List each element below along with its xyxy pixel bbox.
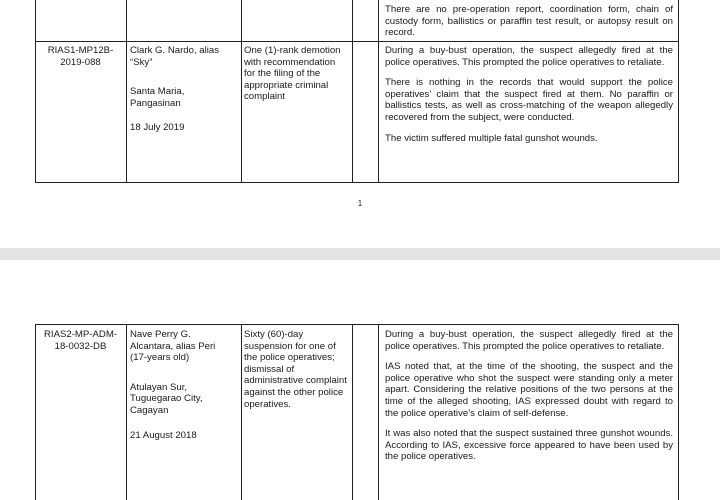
table-top-border (35, 324, 679, 325)
findings-paragraph: IAS noted that, at the time of the shooting, the suspect and the police operative who shot the suspect were standing only a meter apart. Considering the relative positions of the two persons at the time of the alleged shooting, IAS expressed doubt with regard to the police operative’s claim of self-defense. (385, 361, 673, 419)
penalty-text: Sixty (60)-day suspension for one of the police operatives; dismissal of administrative complaint against the other police operatives. (244, 329, 347, 410)
column-divider-2 (241, 324, 242, 500)
findings-cell-prev-row (385, 4, 673, 39)
victim-name: Nave Perry G. Alcantara, alias Peri (17-years old) (130, 329, 216, 364)
page-separator (0, 248, 720, 260)
column-divider-1 (126, 324, 127, 500)
victim-cell (130, 45, 236, 134)
case-number: RIAS1-MP12B-2019-088 (47, 45, 114, 68)
findings-cell (385, 329, 673, 463)
column-divider-2 (241, 0, 242, 183)
penalty-text: One (1)-rank demotion with recommendation for the filing of the appropriate criminal complaint (244, 45, 341, 103)
penalty-cell (244, 45, 348, 103)
case-number-cell (38, 45, 123, 68)
findings-paragraph: During a buy-bust operation, the suspect allegedly fired at the police operatives. This prompted the police operatives to retaliate. (385, 329, 673, 352)
column-divider-1 (126, 0, 127, 183)
findings-paragraph: There are no pre-operation report, coordination form, chain of custody form, ballistics or paraffin test result, or autopsy result on record. (385, 4, 673, 39)
findings-paragraph: There is nothing in the records that would support the police operatives’ claim that the suspect fired at them. No paraffin or ballistics tests, as well as cross-matching of the weapon allegedly recovered from the subject, were conducted. (385, 77, 673, 123)
table-border-right (678, 324, 679, 500)
table-border-left (35, 324, 36, 500)
table-border-left (35, 0, 36, 183)
incident-place: Santa Maria, Pangasinan (130, 86, 185, 109)
findings-paragraph: The victim suffered multiple fatal gunshot wounds. (385, 132, 598, 144)
column-divider-4 (378, 324, 379, 500)
row-divider (35, 41, 679, 42)
column-divider-3 (352, 0, 353, 183)
victim-name: Clark G. Nardo, alias “Sky” (130, 45, 220, 68)
victim-cell (130, 329, 236, 441)
column-divider-4 (378, 0, 379, 183)
penalty-cell (244, 329, 350, 410)
page-number: 1 (357, 199, 363, 208)
column-divider-3 (352, 324, 353, 500)
document-page-1 (0, 0, 720, 248)
case-number-cell (38, 329, 123, 352)
findings-paragraph: During a buy-bust operation, the suspect allegedly fired at the police operatives. This prompted the police operatives to retaliate. (385, 45, 673, 68)
incident-place: Atulayan Sur, Tuguegarao City, Cagayan (130, 381, 203, 416)
table-border-right (678, 0, 679, 183)
incident-date: 21 August 2018 (130, 429, 197, 441)
document-page-2 (0, 260, 720, 500)
table-bottom-border (35, 182, 679, 183)
case-number: RIAS2-MP-ADM-18-0032-DB (43, 329, 118, 352)
incident-date: 18 July 2019 (130, 122, 185, 134)
findings-paragraph: It was also noted that the suspect sustained three gunshot wounds. According to IAS, excessive force appeared to have been used by the police operatives. (385, 428, 673, 463)
findings-cell (385, 45, 673, 144)
